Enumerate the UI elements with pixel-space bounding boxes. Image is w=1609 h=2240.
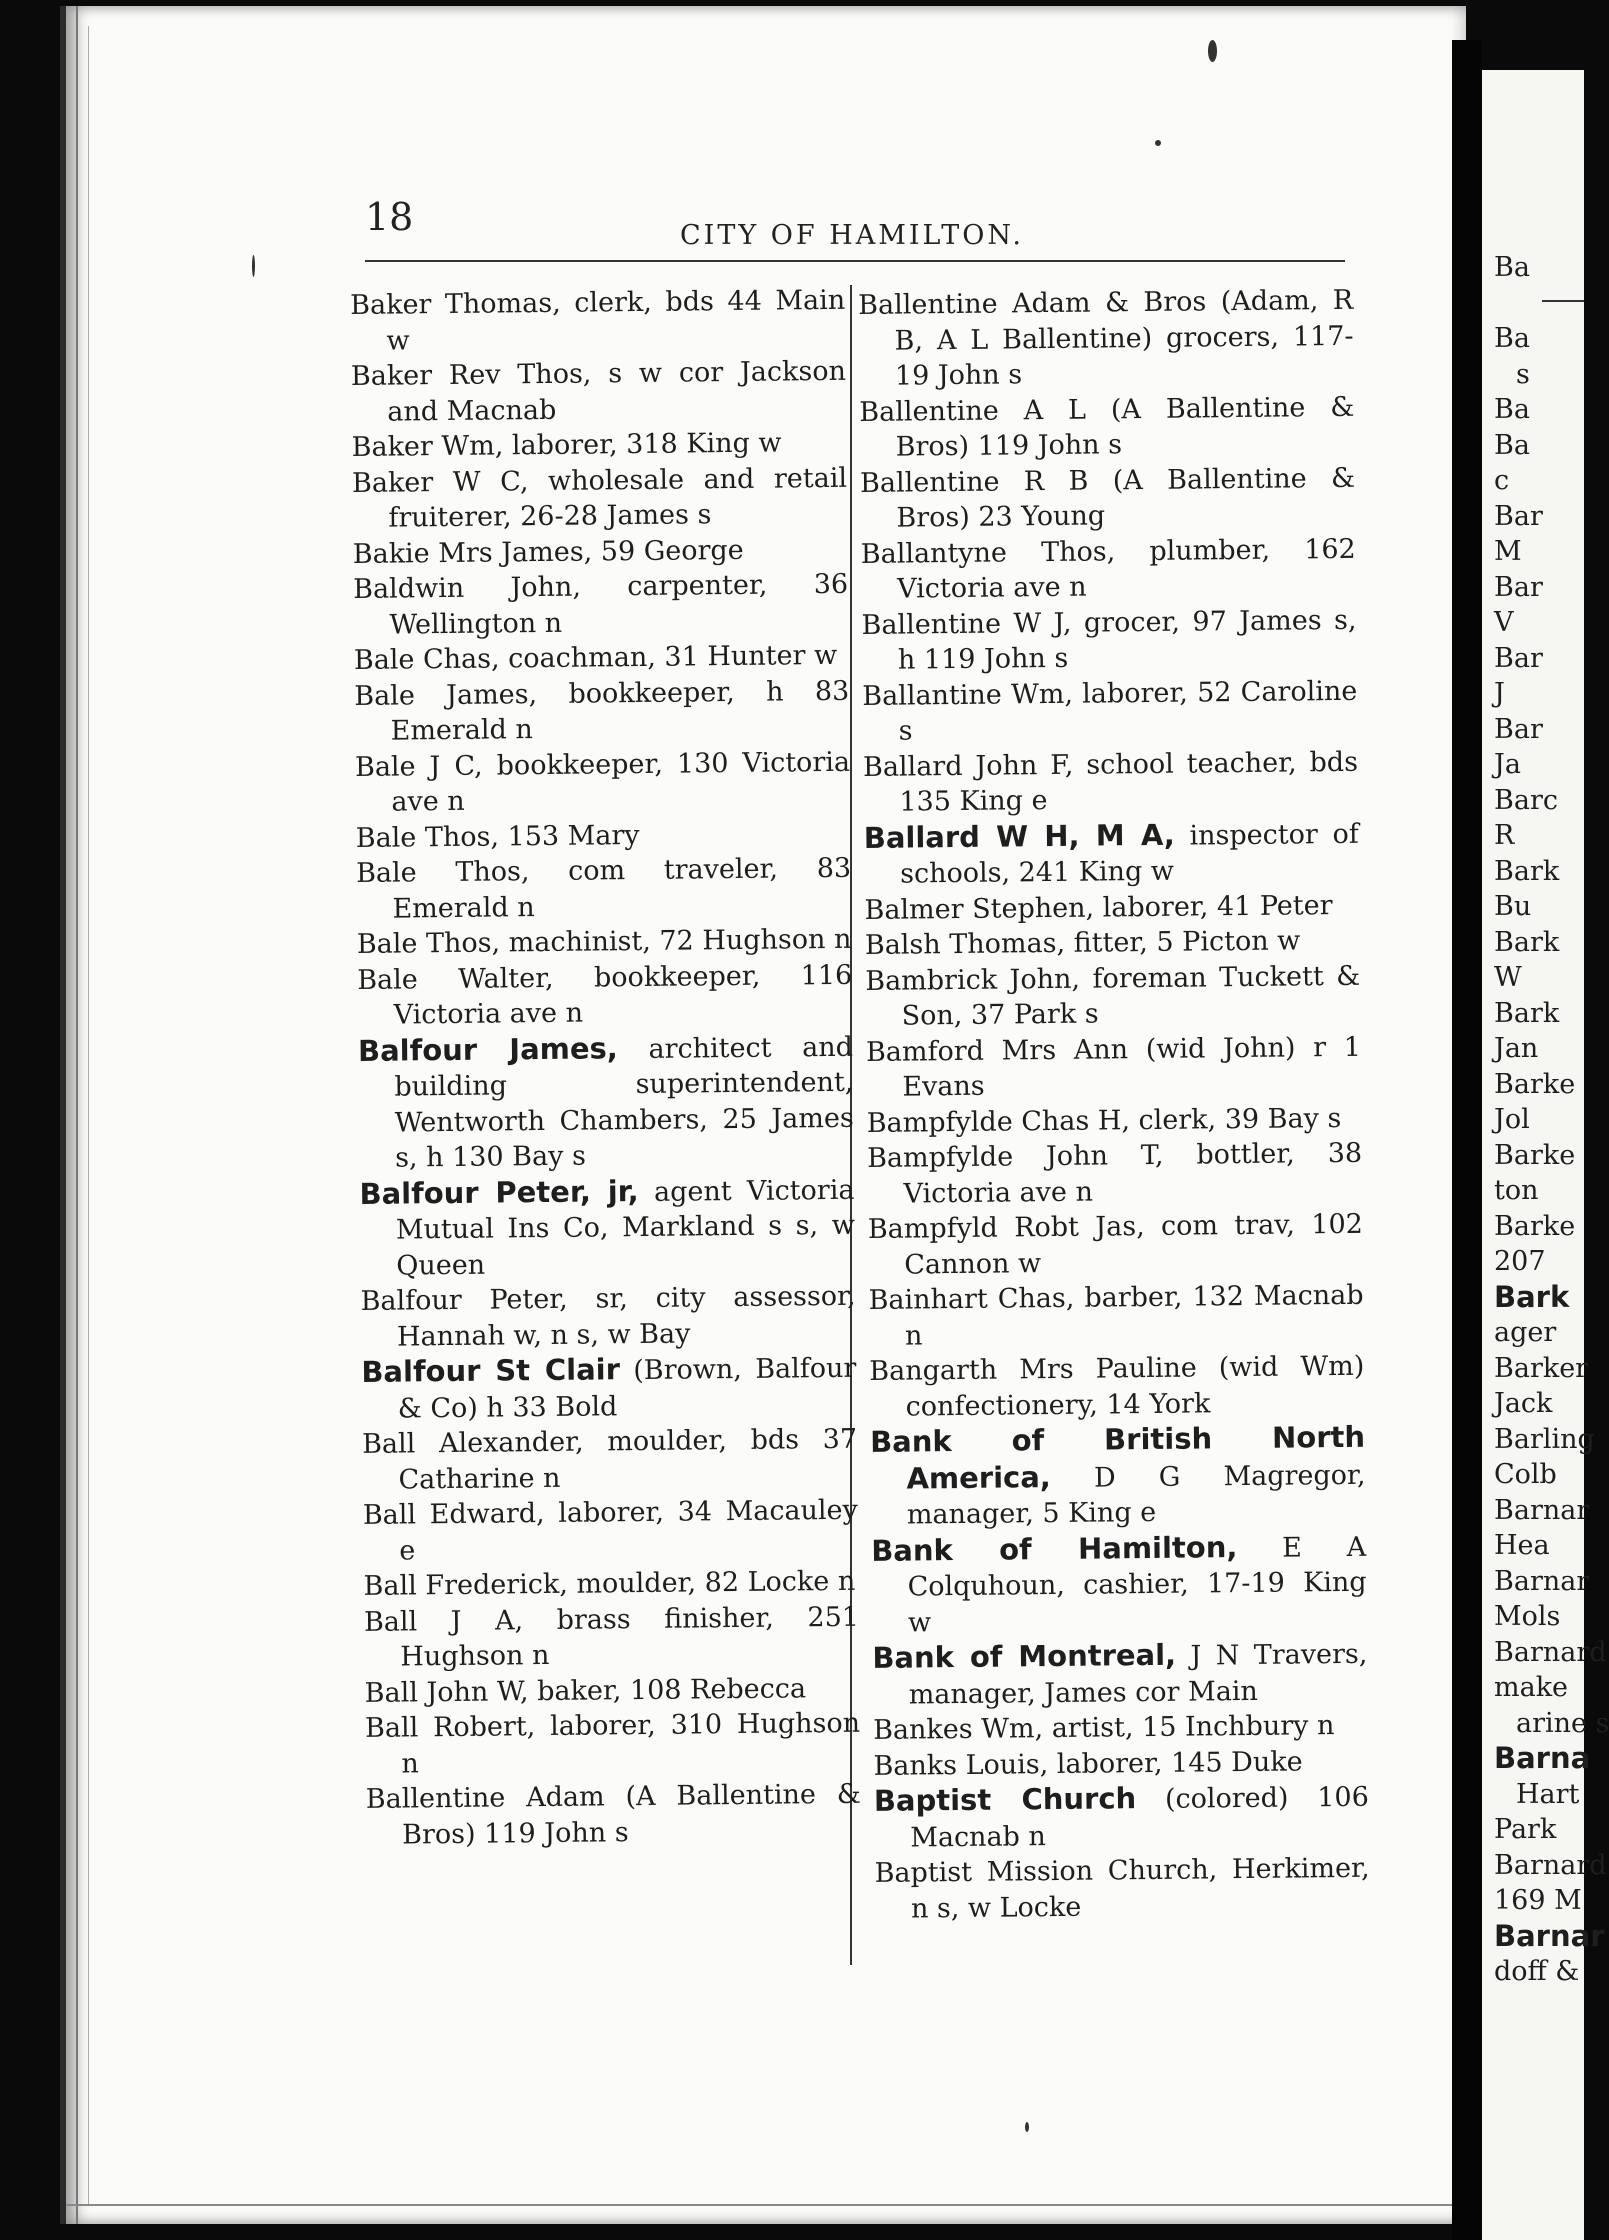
directory-entry bbox=[362, 1422, 858, 1498]
directory-entry bbox=[869, 1349, 1365, 1425]
entry-name: Balfour Peter, jr, bbox=[359, 1173, 639, 1211]
directory-entry bbox=[874, 1851, 1370, 1927]
directory-entry bbox=[361, 1350, 857, 1427]
directory-entry bbox=[363, 1493, 859, 1569]
entry-details: plumber, 162 Victoria ave n bbox=[896, 533, 1356, 605]
directory-entry bbox=[873, 1743, 1368, 1784]
entry-details: s w cor Jackson and Macnab bbox=[387, 355, 847, 428]
adjacent-page-fragment: Bu bbox=[1494, 891, 1532, 922]
entry-details: laborer, 52 Caroline s bbox=[898, 675, 1358, 747]
entry-details: baker, 108 Rebecca bbox=[528, 1672, 807, 1707]
page-number: 18 bbox=[365, 195, 414, 239]
directory-entry bbox=[358, 1028, 854, 1176]
directory-entry bbox=[351, 425, 846, 466]
adjacent-page-fragment: Ba bbox=[1494, 323, 1530, 354]
entry-details: architect and building superintendent, Wentworth Chambers, 25 James s, h 130 Bay s bbox=[394, 1031, 854, 1174]
directory-entry bbox=[868, 1207, 1364, 1283]
adjacent-page bbox=[1482, 70, 1609, 2240]
directory-entry bbox=[352, 460, 848, 536]
entry-details: school teacher, bds 135 King e bbox=[899, 746, 1359, 818]
entry-details: (A Ballentine & Bros) 23 Young bbox=[896, 462, 1356, 534]
scan-speck bbox=[252, 255, 255, 277]
adjacent-page-fragment: Ba bbox=[1494, 429, 1530, 461]
scan-speck bbox=[1025, 2122, 1029, 2132]
entry-name: Bale Thos, bbox=[355, 856, 530, 889]
entry-details: moulder, 82 Locke n bbox=[567, 1565, 856, 1600]
page-edge-line bbox=[88, 26, 89, 2204]
adjacent-page-fragment: Barc bbox=[1494, 784, 1558, 816]
directory-entry bbox=[859, 389, 1355, 465]
entry-name: Baker Wm, bbox=[351, 430, 504, 463]
directory-entry bbox=[353, 567, 849, 643]
adjacent-page-text bbox=[1494, 250, 1609, 1990]
entry-details: com trav, 102 Cannon w bbox=[904, 1208, 1364, 1281]
entry-name: Bank of Montreal, bbox=[872, 1637, 1177, 1675]
adjacent-page-fragment: Bark bbox=[1494, 997, 1560, 1029]
adjacent-page-fragment: Mols bbox=[1494, 1601, 1561, 1632]
directory-entry bbox=[865, 958, 1361, 1034]
adjacent-page-fragment: Hea bbox=[1494, 1530, 1550, 1561]
entry-name: Baker Rev Thos, bbox=[350, 358, 592, 392]
entry-name: Ballentine R B bbox=[859, 465, 1089, 499]
entry-details: grocer, 97 James s, h 119 John s bbox=[897, 604, 1357, 676]
entry-details: laborer, 41 Peter bbox=[1093, 889, 1333, 924]
page-edge-line bbox=[76, 6, 78, 2224]
adjacent-page-fragment: Bar bbox=[1494, 642, 1543, 674]
directory-entry bbox=[363, 1564, 858, 1605]
entry-name: Bank of British North America, bbox=[869, 1419, 1366, 1496]
entry-name: Ballentine W J, bbox=[861, 607, 1072, 641]
entry-name: Baptist Mission Church, bbox=[874, 1854, 1218, 1889]
entry-details: Herkimer, n s, w Locke bbox=[910, 1852, 1370, 1925]
entry-details: (A Ballentine & Bros) 119 John s bbox=[895, 391, 1355, 463]
directory-entry bbox=[865, 923, 1360, 964]
entry-name: Bakie Mrs James, bbox=[352, 535, 593, 570]
entry-details: artist, 15 Inchbury n bbox=[1042, 1710, 1335, 1745]
book-gutter bbox=[1452, 40, 1482, 2240]
adjacent-page-fragment: J bbox=[1494, 678, 1505, 709]
adjacent-page-fragment: Ba bbox=[1494, 252, 1530, 283]
entry-details: carpenter, 36 Wellington n bbox=[389, 568, 849, 641]
entry-details: inspector of schools, 241 King w bbox=[899, 818, 1359, 890]
adjacent-page-fragment: arine s bbox=[1516, 1707, 1609, 1739]
entry-name: Bamford Mrs Ann bbox=[865, 1033, 1129, 1068]
adjacent-page-fragment: V bbox=[1494, 607, 1514, 638]
entry-name: Balmer Stephen, bbox=[864, 892, 1095, 926]
directory-entry bbox=[353, 531, 848, 572]
adjacent-page-fragment: Barnard bbox=[1494, 1636, 1607, 1668]
adjacent-page-fragment: Bar bbox=[1494, 500, 1543, 532]
directory-entry bbox=[354, 638, 849, 679]
entry-name: Bampfylde Chas H, bbox=[866, 1104, 1131, 1139]
entry-name: Bampfylde John T, bbox=[866, 1139, 1164, 1174]
entry-details: 153 Mary bbox=[498, 819, 640, 852]
entry-details: (A Ballentine & Bros) 119 John s bbox=[402, 1778, 861, 1851]
entry-name: Balfour St Clair bbox=[361, 1352, 621, 1389]
directory-entry bbox=[870, 1420, 1366, 1534]
adjacent-page-fragment: Hart bbox=[1516, 1778, 1580, 1810]
directory-entry bbox=[364, 1599, 860, 1675]
entry-name: Ballentine A L bbox=[859, 394, 1087, 428]
entry-name: Ball J A, bbox=[363, 1604, 524, 1638]
entry-name: Bale James, bbox=[354, 678, 538, 712]
scan-speck bbox=[1155, 140, 1161, 146]
entry-details: moulder, bds 37 Catharine n bbox=[398, 1423, 858, 1496]
directory-entry bbox=[866, 1029, 1362, 1105]
adjacent-page-fragment: c bbox=[1494, 465, 1510, 496]
adjacent-page-fragment: 207 bbox=[1494, 1246, 1546, 1277]
entry-name: Balsh Thomas, bbox=[864, 927, 1066, 961]
entry-name: Bale Walter, bbox=[357, 962, 554, 996]
adjacent-page-fragment: Bark bbox=[1494, 1279, 1570, 1314]
entry-details: fitter, 5 Picton w bbox=[1064, 925, 1301, 959]
entry-details: foreman Tuckett & Son, 37 Park s bbox=[901, 960, 1361, 1032]
adjacent-page-fragment: Jack bbox=[1494, 1388, 1553, 1419]
directory-entry bbox=[867, 1136, 1363, 1212]
entry-details: agent Victoria Mutual Ins Co, Markland s s, w Queen bbox=[395, 1174, 856, 1282]
adjacent-page-fragment: Barling bbox=[1494, 1423, 1595, 1455]
directory-entry bbox=[365, 1706, 861, 1782]
entry-name: Bale Thos, bbox=[356, 927, 501, 960]
adjacent-page-fragment: Bark bbox=[1494, 926, 1560, 958]
entry-name: Baldwin John, bbox=[352, 571, 582, 605]
directory-entry bbox=[863, 744, 1359, 820]
entry-name: Ball Edward, bbox=[362, 1498, 545, 1531]
directory-entry bbox=[350, 283, 846, 359]
entry-name: Ballantyne Thos, bbox=[860, 535, 1116, 570]
entry-details: D G Magregor, manager, 5 King e bbox=[906, 1459, 1366, 1531]
entry-details: coachman, 31 Hunter w bbox=[499, 639, 838, 675]
entry-details: (wid Wm) confectionery, 14 York bbox=[905, 1350, 1365, 1423]
adjacent-page-fragment: Barna bbox=[1494, 1741, 1591, 1775]
header-rule bbox=[365, 260, 1345, 262]
directory-entry bbox=[864, 887, 1359, 928]
directory-entry bbox=[864, 815, 1360, 892]
adjacent-page-fragment: Jol bbox=[1494, 1104, 1530, 1135]
adjacent-page-fragment: Ja bbox=[1494, 749, 1521, 780]
adjacent-page-fragment: Barnar bbox=[1494, 1918, 1605, 1953]
entry-details: clerk, bds 44 Main w bbox=[386, 284, 846, 357]
entry-details: J N Travers, manager, James cor Main bbox=[908, 1638, 1368, 1711]
entry-name: Bangarth Mrs Pauline bbox=[869, 1352, 1197, 1387]
right-column bbox=[858, 283, 1370, 1927]
directory-entry bbox=[366, 1777, 862, 1853]
entry-name: Bambrick John, bbox=[865, 963, 1081, 997]
adjacent-page-fragment bbox=[1494, 286, 1609, 322]
adjacent-page-fragment: Barke bbox=[1494, 1139, 1576, 1171]
scan-speck bbox=[1208, 40, 1217, 62]
adjacent-page-fragment: Park bbox=[1494, 1814, 1557, 1845]
entry-name: Ballentine Adam & Bros bbox=[858, 286, 1207, 321]
adjacent-page-fragment: Barnard bbox=[1494, 1849, 1607, 1881]
directory-entry bbox=[861, 602, 1357, 678]
adjacent-page-fragment: Bar bbox=[1494, 713, 1543, 745]
entry-name: Bankes Wm, bbox=[872, 1713, 1044, 1746]
directory-entry bbox=[360, 1279, 856, 1355]
entry-name: Ballantine Wm, bbox=[862, 678, 1074, 712]
directory-entry bbox=[351, 354, 847, 430]
entry-details: (Brown, Balfour & Co) h 33 Bold bbox=[397, 1352, 857, 1425]
entry-name: Baker Thomas, bbox=[350, 287, 561, 321]
directory-entry bbox=[356, 815, 851, 856]
entry-details: brass finisher, 251 Hughson n bbox=[400, 1601, 860, 1673]
adjacent-page-fragment: R bbox=[1494, 820, 1515, 851]
adjacent-page-fragment: Ba bbox=[1494, 394, 1530, 425]
adjacent-page-fragment: M bbox=[1494, 536, 1522, 567]
entry-details: com traveler, 83 Emerald n bbox=[392, 852, 852, 925]
adjacent-page-fragment: doff & bbox=[1494, 1956, 1580, 1987]
adjacent-page-fragment: Bar bbox=[1494, 571, 1543, 603]
adjacent-page-fragment: make bbox=[1494, 1672, 1569, 1703]
entry-name: Balfour Peter, bbox=[360, 1283, 568, 1317]
directory-entry bbox=[858, 283, 1354, 395]
entry-name: Ball Frederick, bbox=[363, 1568, 569, 1602]
entry-details: bookkeeper, 130 Victoria ave n bbox=[391, 746, 851, 818]
adjacent-page-fragment: ager bbox=[1494, 1317, 1557, 1348]
directory-entry bbox=[354, 673, 850, 749]
running-head: CITY OF HAMILTON. bbox=[680, 220, 1024, 251]
entry-details: bookkeeper, h 83 Emerald n bbox=[390, 675, 850, 747]
directory-entry bbox=[861, 531, 1357, 607]
directory-entry bbox=[355, 744, 851, 820]
entry-name: Baptist Church bbox=[873, 1781, 1137, 1818]
directory-entry bbox=[359, 1171, 855, 1284]
entry-details: bookkeeper, 116 Victoria ave n bbox=[393, 959, 853, 1031]
adjacent-page-fragment: Barnar bbox=[1494, 1494, 1590, 1526]
entry-name: Ballard W H, M A, bbox=[863, 817, 1176, 855]
entry-details: 59 George bbox=[592, 534, 744, 567]
adjacent-page-fragment: W bbox=[1494, 962, 1522, 993]
directory-entry bbox=[874, 1779, 1370, 1856]
entry-name: Ballentine Adam bbox=[365, 1781, 605, 1815]
entry-name: Baker W C, bbox=[351, 465, 529, 499]
adjacent-page-fragment: Barnar bbox=[1494, 1565, 1590, 1597]
entry-details: machinist, 72 Hughson n bbox=[499, 923, 852, 959]
directory-entry bbox=[862, 673, 1358, 749]
directory-entry bbox=[867, 1100, 1362, 1141]
adjacent-page-fragment: Jan bbox=[1494, 1033, 1539, 1064]
adjacent-page-fragment: Bark bbox=[1494, 855, 1560, 887]
entry-details: E A Colquhoun, cashier, 17-19 King w bbox=[907, 1531, 1367, 1639]
entry-name: Bampfyld Robt Jas, bbox=[867, 1211, 1145, 1245]
entry-name: Bale Chas, bbox=[353, 643, 500, 676]
entry-details: (colored) 106 Macnab n bbox=[910, 1781, 1369, 1854]
entry-name: Bale Thos, bbox=[355, 820, 500, 854]
left-column bbox=[350, 283, 861, 1853]
entry-name: Balfour James, bbox=[357, 1030, 619, 1068]
adjacent-page-fragment: Barker bbox=[1494, 1352, 1589, 1384]
page-bottom-edge bbox=[66, 2204, 1466, 2206]
entry-details: (wid John) r 1 Evans bbox=[902, 1031, 1362, 1103]
directory-entry bbox=[365, 1670, 860, 1711]
directory-entry bbox=[872, 1636, 1368, 1713]
directory-entry bbox=[873, 1708, 1368, 1749]
adjacent-page-fragment: ton bbox=[1494, 1175, 1539, 1206]
entry-details: clerk, 39 Bay s bbox=[1129, 1102, 1342, 1136]
entry-details: wholesale and retail fruiterer, 26-28 James s bbox=[388, 462, 848, 534]
entry-details: laborer, 310 Hughson n bbox=[401, 1707, 861, 1780]
directory-entry bbox=[860, 460, 1356, 536]
directory-entry bbox=[356, 851, 852, 927]
entry-name: Bainhart Chas, bbox=[868, 1282, 1075, 1316]
adjacent-page-fragment: Barke bbox=[1494, 1068, 1576, 1100]
entry-details: laborer, 34 Macauley e bbox=[399, 1494, 858, 1567]
entry-details: sr, city assessor, Hannah w, n s, w Bay bbox=[396, 1280, 856, 1353]
directory-entry bbox=[871, 1528, 1367, 1641]
adjacent-page-fragment: s bbox=[1516, 358, 1530, 390]
entry-details: laborer, 145 Duke bbox=[1048, 1745, 1303, 1780]
entry-details: barber, 132 Macnab n bbox=[904, 1279, 1364, 1352]
entry-name: Banks Louis, bbox=[873, 1748, 1049, 1782]
entry-name: Bank of Hamilton, bbox=[871, 1529, 1238, 1568]
directory-entry bbox=[357, 957, 853, 1033]
entry-details: bottler, 38 Victoria ave n bbox=[903, 1137, 1363, 1210]
entry-details: (Adam, R B, A L Ballentine) grocers, 117-19 John s bbox=[894, 284, 1354, 392]
entry-name: Ball Alexander, bbox=[361, 1426, 584, 1460]
entry-name: Ball John W, bbox=[364, 1675, 529, 1709]
entry-details: laborer, 318 King w bbox=[503, 427, 782, 462]
adjacent-page-fragment: Barke bbox=[1494, 1210, 1576, 1242]
entry-name: Ball Robert, bbox=[364, 1711, 536, 1744]
adjacent-page-fragment: 169 M bbox=[1494, 1885, 1582, 1916]
directory-entry bbox=[357, 922, 852, 963]
entry-name: Bale J C, bbox=[354, 750, 483, 783]
directory-entry bbox=[868, 1278, 1364, 1354]
entry-name: Ballard John F, bbox=[862, 749, 1074, 783]
adjacent-page-fragment: Colb bbox=[1494, 1459, 1557, 1490]
